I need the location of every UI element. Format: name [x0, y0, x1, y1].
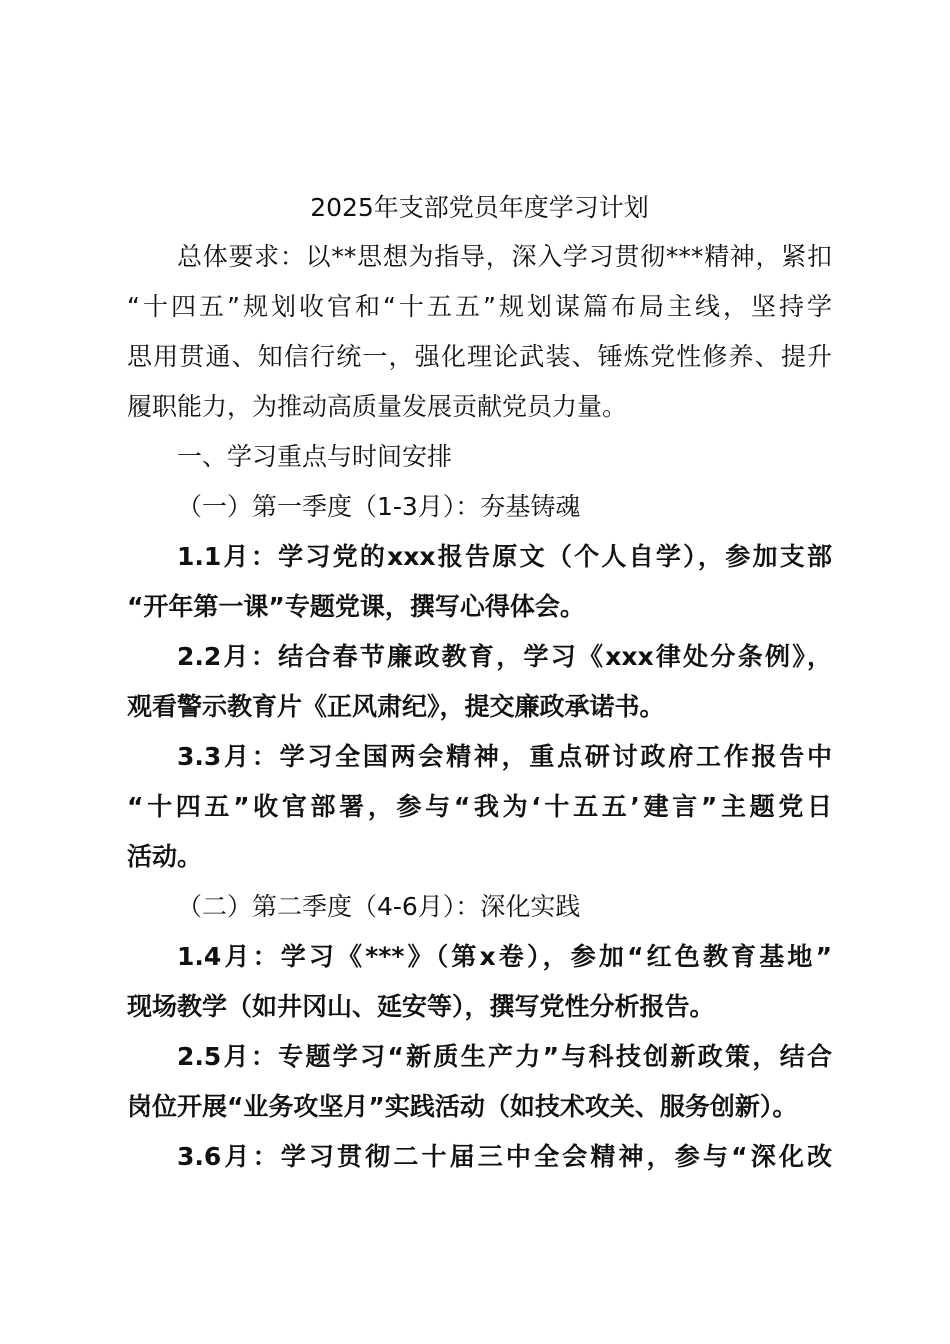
q1-item-3	[127, 732, 832, 882]
q2-item-1	[127, 932, 832, 1032]
q2-item-3	[127, 1132, 832, 1182]
intro-line: 思用贯通、知信行统一，强化理论武装、锤炼党性修养、提升	[127, 342, 832, 371]
item-line: 1.4月：学习《***》（第x卷），参加“红色教育基地”	[177, 942, 832, 971]
section-heading: 一、学习重点与时间安排	[177, 442, 453, 471]
item-line: 现场教学（如井冈山、延安等），撰写党性分析报告。	[127, 992, 715, 1021]
item-line: 观看警示教育片《正风肃纪》，提交廉政承诺书。	[127, 692, 665, 721]
item-line: 3.6月：学习贯彻二十届三中全会精神，参与“深化改	[177, 1142, 832, 1171]
document-body	[127, 184, 832, 1182]
q1-item-1	[127, 532, 832, 632]
q1-item-2	[127, 632, 832, 732]
item-line: 岗位开展“业务攻坚月”实践活动（如技术攻关、服务创新）。	[127, 1092, 798, 1121]
intro-paragraph	[127, 232, 832, 432]
intro-line: 总体要求：以**思想为指导，深入学习贯彻***精神，紧扣	[177, 242, 832, 271]
document-title: 2025年支部党员年度学习计划	[310, 193, 649, 222]
item-line: 2.5月：专题学习“新质生产力”与科技创新政策，结合	[177, 1042, 832, 1071]
item-line: 活动。	[127, 842, 203, 871]
q2-heading: （二）第二季度（4-6月）：深化实践	[177, 892, 581, 921]
intro-line: 履职能力，为推动高质量发展贡献党员力量。	[127, 392, 628, 421]
item-line: “开年第一课”专题党课，撰写心得体会。	[127, 592, 585, 621]
item-line: “十四五”收官部署，参与“我为‘十五五’建言”主题党日	[127, 792, 832, 821]
intro-line: “十四五”规划收官和“十五五”规划谋篇布局主线，坚持学	[127, 292, 832, 321]
q1-heading: （一）第一季度（1-3月）：夯基铸魂	[177, 492, 581, 521]
q2-item-2	[127, 1032, 832, 1132]
item-line: 1.1月：学习党的xxx报告原文（个人自学），参加支部	[177, 542, 832, 571]
item-line: 3.3月：学习全国两会精神，重点研讨政府工作报告中	[177, 742, 832, 771]
item-line: 2.2月：结合春节廉政教育，学习《xxx律处分条例》，	[177, 642, 832, 671]
